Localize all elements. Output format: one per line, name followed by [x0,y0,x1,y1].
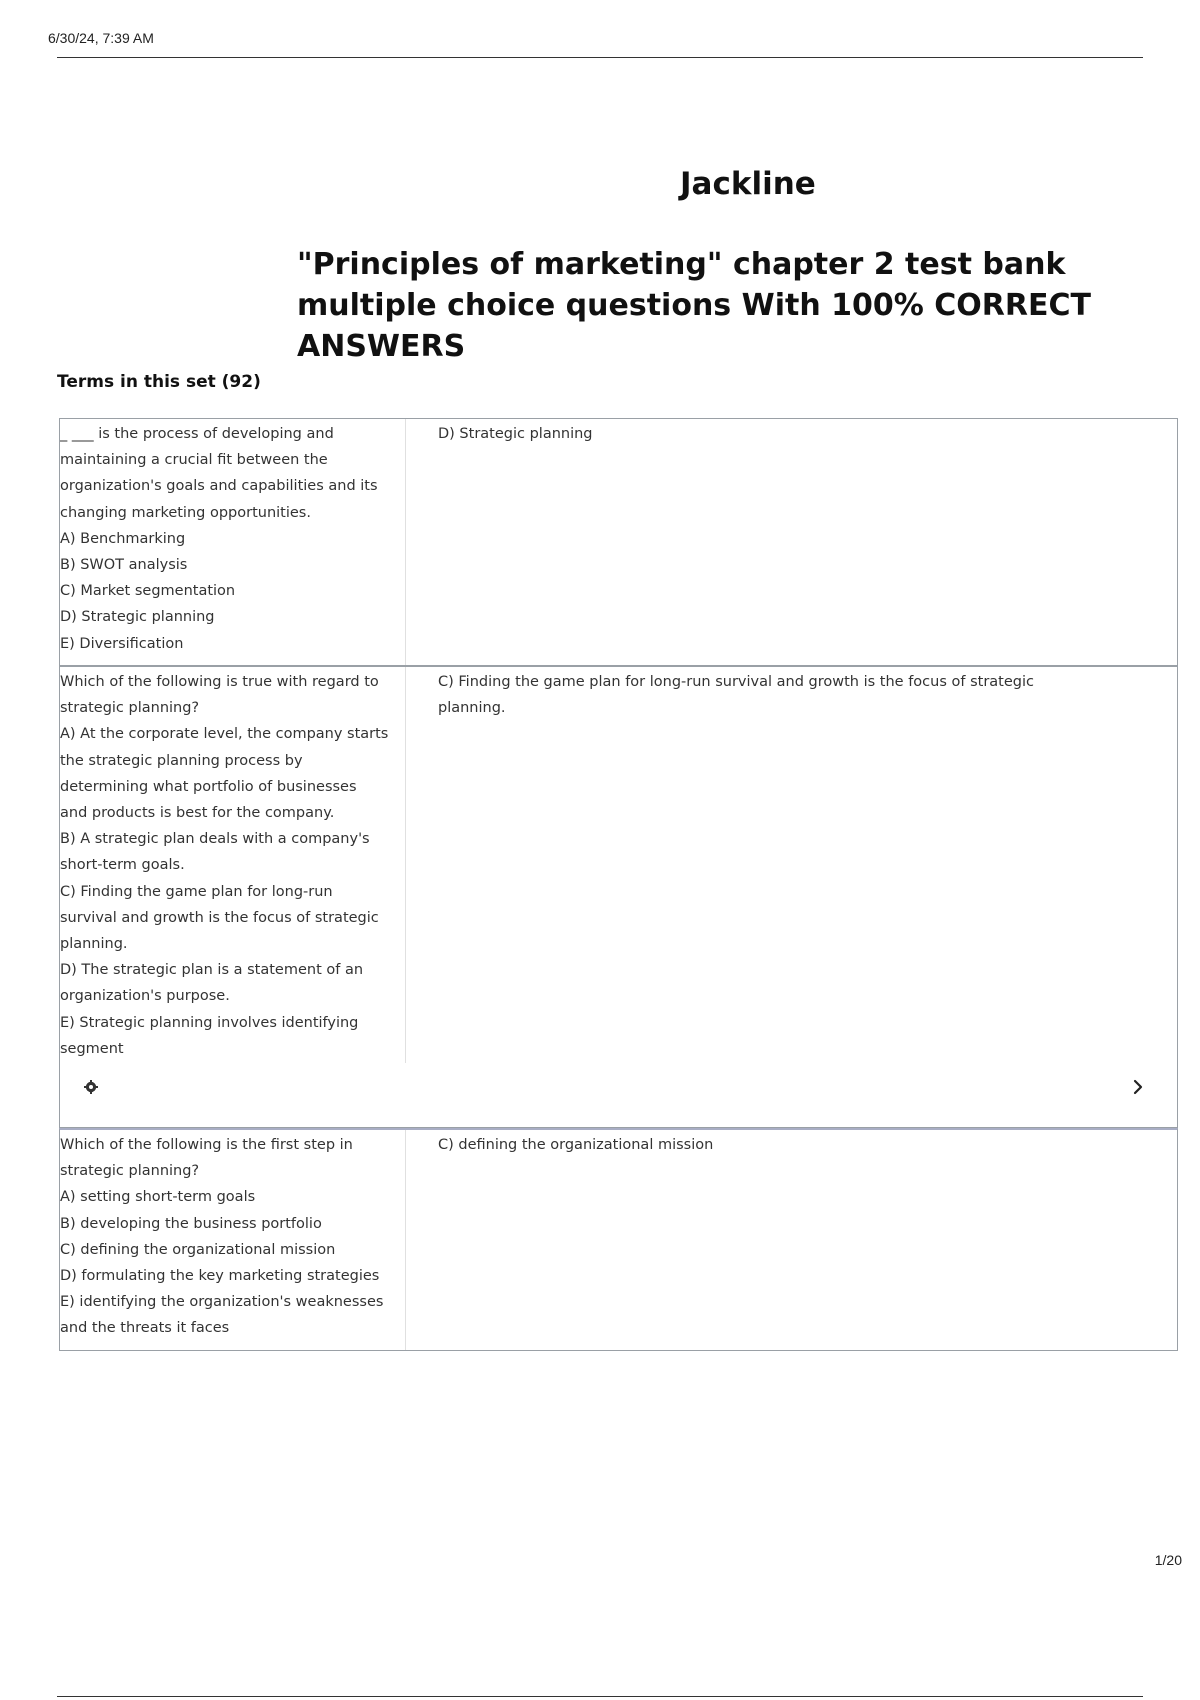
author-name: Jackline [680,166,816,202]
flashcard-footer [60,1065,1177,1111]
document-title: "Principles of marketing" chapter 2 test bank multiple choice questions With 100% CORRECT ANSWERS [297,247,1091,364]
header-divider [57,57,1143,58]
print-timestamp: 6/30/24, 7:39 AM [48,30,154,46]
chevron-right-icon[interactable] [1129,1077,1147,1097]
flashcard-1 [59,418,1178,666]
terms-count-heading: Terms in this set (92) [57,372,261,392]
flashcard-definition: D) Strategic planning [438,426,593,442]
flashcard-term: Which of the following is the first step in strategic planning? A) setting short-term goals B) developing the business portfolio C) defining the organizational mission D) formulating the key marketing strategies E) identifying the organization's weaknesses and the threats it faces [60,1130,406,1350]
flashcard-term: _ ___ is the process of developing and maintaining a crucial fit between the organization's goals and capabilities and its changing marketing opportunities. A) Benchmarking B) SWOT analysis C) Market segmentation D) Strategic planning E) Diversification [60,419,406,665]
flashcard-term: Which of the following is true with regard to strategic planning? A) At the corporate level, the company starts the strategic planning process by determining what portfolio of businesses and products is best for the company. B) A strategic plan deals with a company's short-term goals. C) Finding the game plan for long-run survival and growth is the focus of strategic planning. D) The strategic plan is a statement of an organization's purpose. E) Strategic planning involves identifying segment [60,667,406,1063]
flashcard-2 [59,666,1178,1128]
footer-divider [57,1696,1143,1697]
flashcard-definition: C) defining the organizational mission [438,1137,714,1153]
flashcard-definition: C) Finding the game plan for long-run survival and growth is the focus of strategic planning. [438,674,1034,717]
flashcard-3 [59,1128,1178,1351]
settings-icon[interactable] [84,1080,98,1094]
page-number: 1/20 [1154,1552,1182,1568]
